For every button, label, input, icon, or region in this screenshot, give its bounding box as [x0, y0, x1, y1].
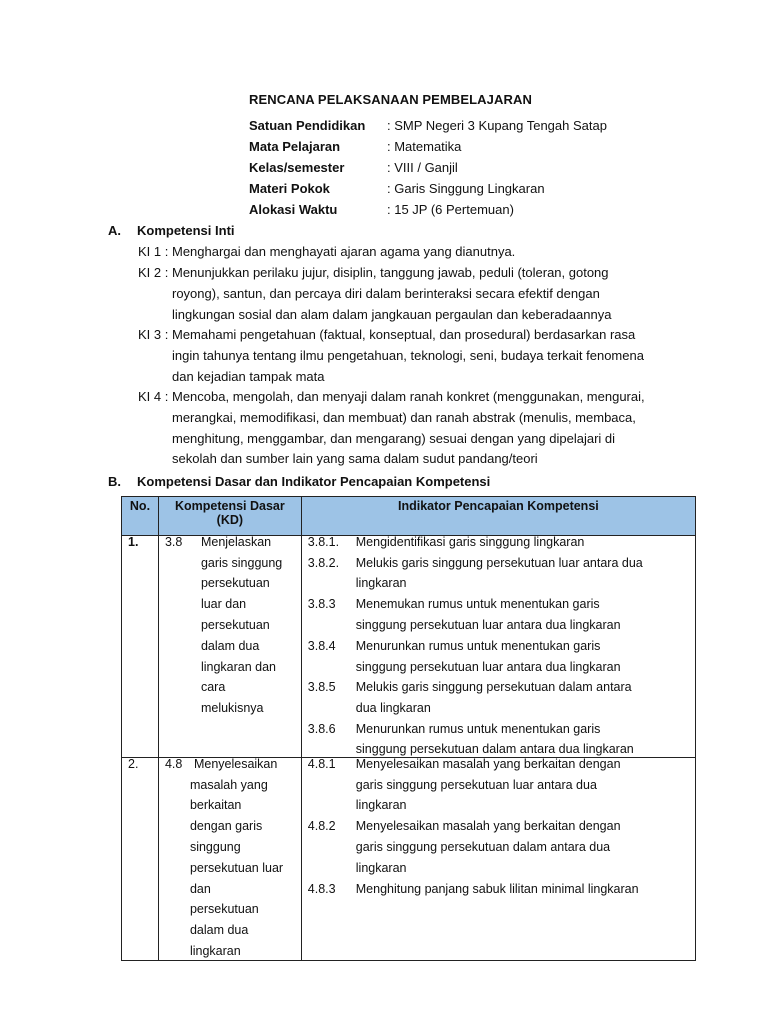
ki-text-line: Menghargai dan menghayati ajaran agama yang dianutnya.	[172, 244, 516, 259]
ki-text-line: royong), santun, dan percaya diri dalam berinteraksi secara efektif dengan	[172, 285, 600, 301]
ipk-text-line: Menyelesaikan masalah yang berkaitan dengan	[355, 757, 621, 771]
header-kd-line: (KD)	[216, 513, 244, 527]
ki-label: KI 2 :	[138, 265, 169, 280]
ki-text-line: Mencoba, mengolah, dan menyaji dalam ranah konkret (menggunakan, mengurai,	[172, 389, 645, 404]
ipk-code: 3.8.3	[307, 597, 336, 611]
ipk-text-line: garis singgung persekutuan luar antara dua	[355, 778, 597, 792]
section-title: Kompetensi Dasar dan Indikator Pencapaian Kompetensi	[137, 474, 491, 489]
kd-table	[121, 496, 696, 961]
ipk-text-line: dua lingkaran	[355, 701, 431, 715]
ki-label: KI 4 :	[138, 389, 169, 404]
ki-text-line: Memahami pengetahuan (faktual, konseptual, dan prosedural) berdasarkan rasa	[172, 327, 636, 342]
ki-label: KI 1 :	[138, 244, 169, 259]
kd-text-line: luar dan	[200, 597, 247, 611]
kd-text-line: dalam dua	[189, 923, 249, 937]
ki-label: KI 3 :	[138, 327, 169, 342]
ipk-text-line: Menghitung panjang sabuk lilitan minimal lingkaran	[355, 882, 639, 896]
kd-text-line: Menjelaskan	[200, 535, 272, 549]
header-kd-line: Kompetensi Dasar	[174, 499, 285, 513]
kd-text-line: persekutuan	[189, 902, 259, 916]
row-ipk	[301, 536, 695, 758]
ipk-code: 3.8.2.	[307, 556, 340, 570]
kd-text-line: lingkaran	[189, 944, 241, 958]
row-no	[122, 758, 159, 961]
kd-text-line: lingkaran dan	[200, 660, 277, 674]
meta-label: Alokasi Waktu	[249, 202, 338, 217]
ipk-text-line: singgung persekutuan dalam antara dua lingkaran	[355, 742, 634, 756]
meta-value: : 15 JP (6 Pertemuan)	[387, 202, 514, 217]
ki-text-line: menghitung, menggambar, dan mengarang) sesuai dengan yang dipelajari di	[172, 430, 616, 446]
table-row	[122, 758, 696, 961]
kd-text-line: berkaitan	[189, 798, 242, 812]
kd-text-line: persekutuan	[200, 618, 270, 632]
ipk-code: 3.8.1.	[307, 535, 340, 549]
ipk-text-line: garis singgung persekutuan dalam antara dua	[355, 840, 611, 854]
ipk-text-line: Menyelesaikan masalah yang berkaitan dengan	[355, 819, 621, 833]
ipk-text-line: Mengidentifikasi garis singgung lingkaran	[355, 535, 585, 549]
row-kd	[158, 536, 301, 758]
row-no	[122, 536, 159, 758]
row-ipk	[301, 758, 695, 961]
meta-row-materi	[249, 178, 709, 199]
ipk-text-line: singgung persekutuan luar antara dua lingkaran	[355, 618, 621, 632]
ipk-text-line: lingkaran	[355, 576, 407, 590]
kd-text-line: masalah yang	[189, 778, 268, 792]
kd-text-line: garis singgung	[200, 556, 283, 570]
meta-value: : Matematika	[387, 139, 462, 154]
kd-text-line: dengan garis	[189, 819, 263, 833]
ipk-text-line: Melukis garis singgung persekutuan luar antara dua	[355, 556, 643, 570]
header-ipk: Indikator Pencapaian Kompetensi	[301, 497, 695, 536]
row-number: 1.	[128, 535, 139, 549]
kd-text-line: persekutuan luar	[189, 861, 284, 875]
kd-text-line: dan	[189, 882, 211, 896]
ipk-code: 4.8.2	[307, 819, 336, 833]
ipk-code: 3.8.4	[307, 639, 336, 653]
meta-label: Kelas/semester	[249, 160, 345, 175]
meta-block	[249, 115, 709, 225]
table-row	[122, 536, 696, 758]
kd-code: 3.8	[164, 535, 183, 549]
header-no: No.	[122, 497, 159, 536]
row-kd	[158, 758, 301, 961]
ipk-text-line: Menurunkan rumus untuk menentukan garis	[355, 722, 601, 736]
meta-label: Mata Pelajaran	[249, 139, 341, 154]
meta-value: : Garis Singgung Lingkaran	[387, 181, 545, 196]
header-kd	[158, 497, 301, 536]
kd-text-line: melukisnya	[200, 701, 264, 715]
meta-row-kelas	[249, 157, 709, 178]
ki-text-line: sekolah dan sumber lain yang sama dalam sudut pandang/teori	[172, 451, 538, 467]
ki-text-line: lingkungan sosial dan alam dalam jangkauan pergaulan dan keberadaannya	[172, 306, 612, 322]
meta-row-satuan	[249, 115, 709, 136]
meta-row-alokasi	[249, 199, 709, 220]
meta-label: Satuan Pendidikan	[249, 118, 366, 133]
document-title: RENCANA PELAKSANAAN PEMBELAJARAN	[249, 92, 532, 107]
meta-label: Materi Pokok	[249, 181, 330, 196]
ipk-code: 3.8.6	[307, 722, 336, 736]
section-title: Kompetensi Inti	[137, 223, 235, 238]
ki-text-line: dan kejadian tampak mata	[172, 368, 325, 384]
ki-text-line: Menunjukkan perilaku jujur, disiplin, tanggung jawab, peduli (toleran, gotong	[172, 265, 609, 280]
section-a-heading	[108, 223, 235, 238]
ki-text-line: ingin tahunya tentang ilmu pengetahuan, teknologi, seni, budaya terkait fenomena	[172, 347, 644, 363]
ipk-code: 4.8.1	[307, 757, 336, 771]
kd-text-line: persekutuan	[200, 576, 270, 590]
meta-value: : VIII / Ganjil	[387, 160, 458, 175]
ipk-text-line: Menemukan rumus untuk menentukan garis	[355, 597, 600, 611]
ipk-text-line: Melukis garis singgung persekutuan dalam antara	[355, 680, 632, 694]
kd-text-line: dalam dua	[200, 639, 260, 653]
ipk-text-line: lingkaran	[355, 861, 407, 875]
table-header-row	[122, 497, 696, 536]
ki-text-line: merangkai, memodifikasi, dan membuat) dan ranah abstrak (menulis, membaca,	[172, 409, 636, 425]
meta-row-mapel	[249, 136, 709, 157]
kd-text-line: Menyelesaikan	[193, 757, 278, 771]
kd-code: 4.8	[164, 757, 183, 771]
kd-text-line: cara	[200, 680, 226, 694]
ipk-text-line: singgung persekutuan luar antara dua lingkaran	[355, 660, 621, 674]
ipk-text-line: lingkaran	[355, 798, 407, 812]
meta-value: : SMP Negeri 3 Kupang Tengah Satap	[387, 118, 607, 133]
section-letter: B.	[108, 474, 121, 489]
section-b-heading	[108, 474, 490, 489]
kd-text-line: singgung	[189, 840, 241, 854]
ipk-code: 3.8.5	[307, 680, 336, 694]
ipk-text-line: Menurunkan rumus untuk menentukan garis	[355, 639, 601, 653]
section-letter: A.	[108, 223, 121, 238]
ipk-code: 4.8.3	[307, 882, 336, 896]
row-number: 2.	[128, 757, 139, 771]
